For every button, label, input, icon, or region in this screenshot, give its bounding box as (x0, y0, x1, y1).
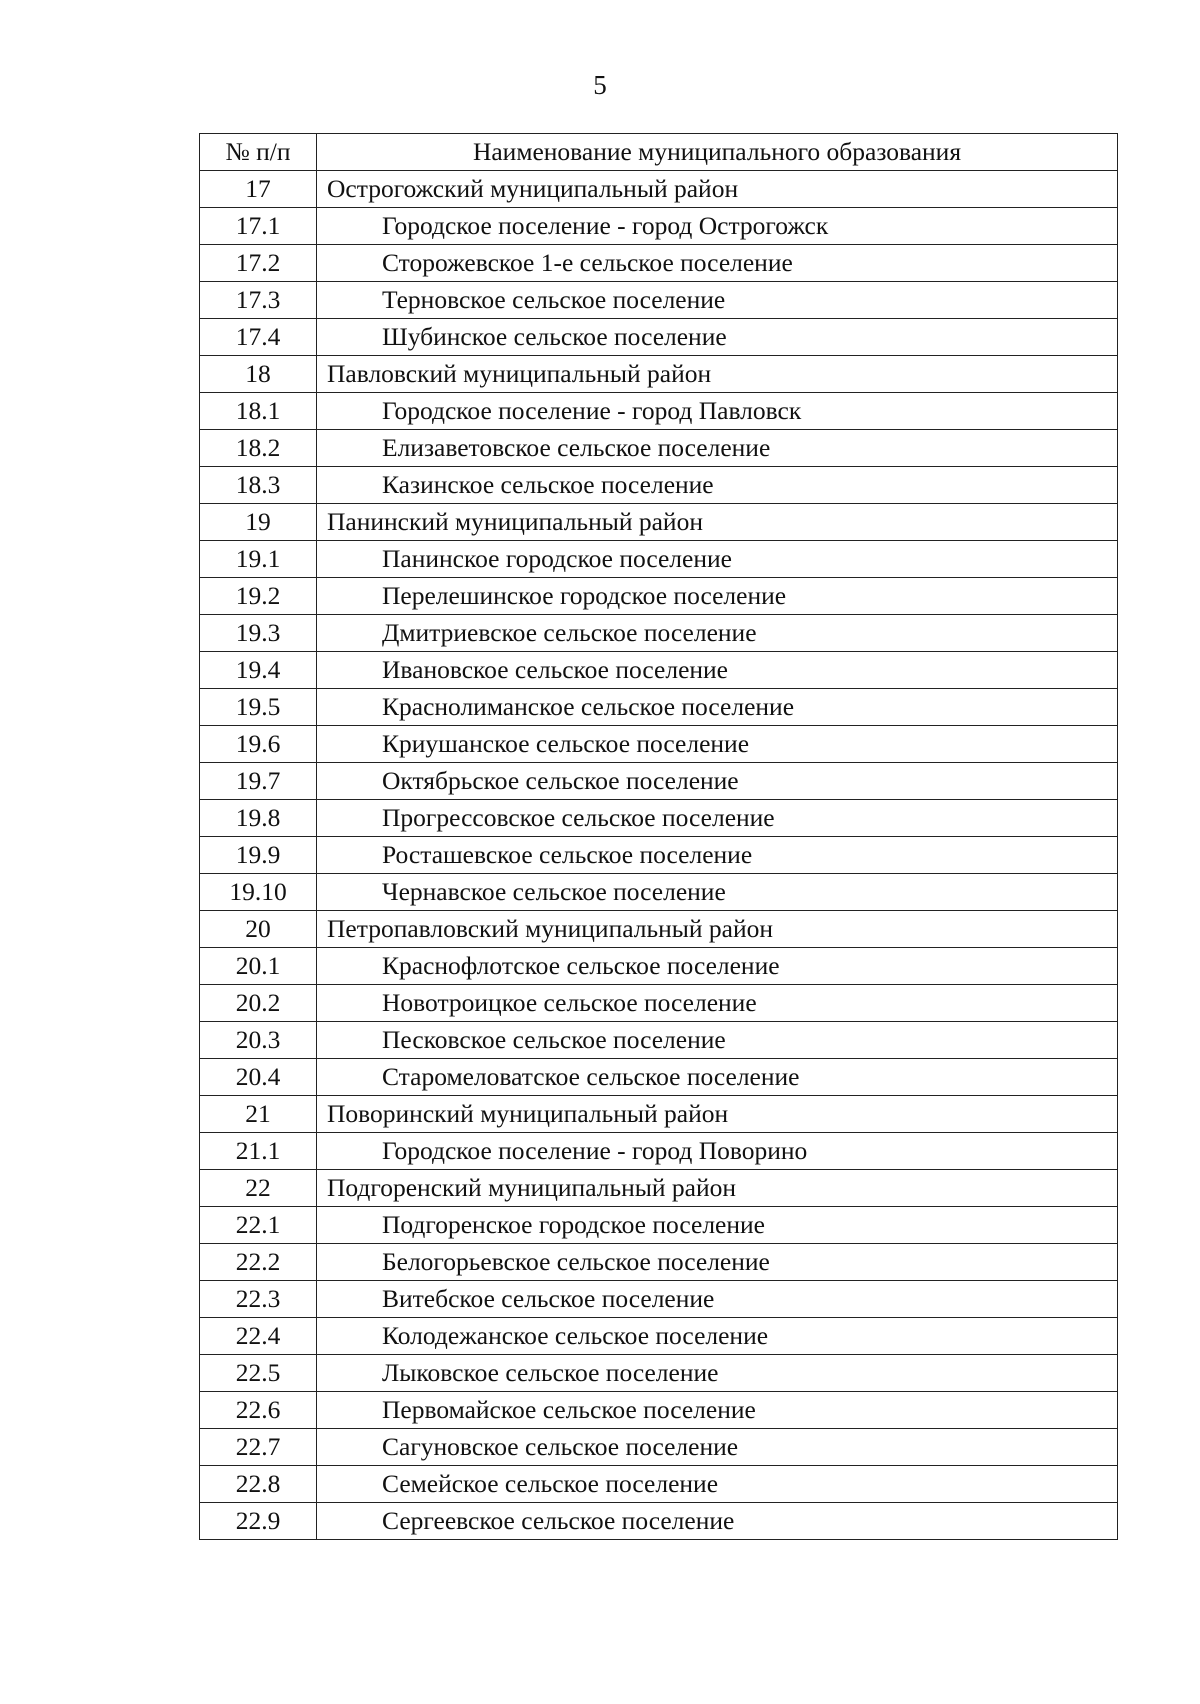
settlement-row (200, 1207, 1118, 1244)
settlement-row (200, 1281, 1118, 1318)
municipality-table (199, 133, 1118, 1540)
row-number: 17.3 (200, 282, 317, 319)
settlement-row (200, 652, 1118, 689)
row-name: Колодежанское сельское поселение (317, 1318, 1118, 1355)
row-number: 19.10 (200, 874, 317, 911)
row-number: 19.3 (200, 615, 317, 652)
row-name: Панинское городское поселение (317, 541, 1118, 578)
settlement-row (200, 1133, 1118, 1170)
settlement-row (200, 1022, 1118, 1059)
row-name: Подгоренский муниципальный район (317, 1170, 1118, 1207)
settlement-row (200, 1355, 1118, 1392)
row-name: Городское поселение - город Павловск (317, 393, 1118, 430)
row-number: 18.3 (200, 467, 317, 504)
settlement-row (200, 578, 1118, 615)
row-name: Панинский муниципальный район (317, 504, 1118, 541)
row-number: 22.9 (200, 1503, 317, 1540)
row-name: Елизаветовское сельское поселение (317, 430, 1118, 467)
row-number: 18.2 (200, 430, 317, 467)
settlement-row (200, 1059, 1118, 1096)
row-name: Витебское сельское поселение (317, 1281, 1118, 1318)
row-name: Семейское сельское поселение (317, 1466, 1118, 1503)
table-body (200, 171, 1118, 1540)
row-number: 17.1 (200, 208, 317, 245)
page-number: 5 (593, 70, 607, 100)
row-name: Дмитриевское сельское поселение (317, 615, 1118, 652)
settlement-row (200, 541, 1118, 578)
row-number: 18 (200, 356, 317, 393)
row-number: 22.2 (200, 1244, 317, 1281)
settlement-row (200, 689, 1118, 726)
settlement-row (200, 837, 1118, 874)
settlement-row (200, 319, 1118, 356)
district-row (200, 911, 1118, 948)
district-row (200, 504, 1118, 541)
settlement-row (200, 763, 1118, 800)
row-name: Сторожевское 1-е сельское поселение (317, 245, 1118, 282)
row-name: Городское поселение - город Поворино (317, 1133, 1118, 1170)
settlement-row (200, 726, 1118, 763)
row-number: 19.4 (200, 652, 317, 689)
row-name: Перелешинское городское поселение (317, 578, 1118, 615)
row-name: Новотроицкое сельское поселение (317, 985, 1118, 1022)
header-number: № п/п (200, 134, 317, 171)
row-name: Ивановское сельское поселение (317, 652, 1118, 689)
row-name: Городское поселение - город Острогожск (317, 208, 1118, 245)
settlement-row (200, 208, 1118, 245)
district-row (200, 171, 1118, 208)
settlement-row (200, 282, 1118, 319)
row-number: 20 (200, 911, 317, 948)
row-name: Октябрьское сельское поселение (317, 763, 1118, 800)
row-number: 17.2 (200, 245, 317, 282)
row-name: Чернавское сельское поселение (317, 874, 1118, 911)
row-name: Первомайское сельское поселение (317, 1392, 1118, 1429)
row-number: 21 (200, 1096, 317, 1133)
settlement-row (200, 1318, 1118, 1355)
row-name: Краснолиманское сельское поселение (317, 689, 1118, 726)
row-name: Белогорьевское сельское поселение (317, 1244, 1118, 1281)
row-name: Поворинский муниципальный район (317, 1096, 1118, 1133)
settlement-row (200, 1244, 1118, 1281)
row-name: Песковское сельское поселение (317, 1022, 1118, 1059)
district-row (200, 356, 1118, 393)
settlement-row (200, 874, 1118, 911)
row-name: Прогрессовское сельское поселение (317, 800, 1118, 837)
row-number: 22 (200, 1170, 317, 1207)
settlement-row (200, 615, 1118, 652)
row-number: 19.2 (200, 578, 317, 615)
row-name: Краснофлотское сельское поселение (317, 948, 1118, 985)
row-name: Подгоренское городское поселение (317, 1207, 1118, 1244)
row-number: 19.1 (200, 541, 317, 578)
settlement-row (200, 1392, 1118, 1429)
row-number: 22.3 (200, 1281, 317, 1318)
row-name: Терновское сельское поселение (317, 282, 1118, 319)
row-number: 18.1 (200, 393, 317, 430)
row-name: Павловский муниципальный район (317, 356, 1118, 393)
row-name: Старомеловатское сельское поселение (317, 1059, 1118, 1096)
row-number: 19.8 (200, 800, 317, 837)
settlement-row (200, 430, 1118, 467)
settlement-row (200, 1466, 1118, 1503)
row-name: Лыковское сельское поселение (317, 1355, 1118, 1392)
settlement-row (200, 1503, 1118, 1540)
district-row (200, 1170, 1118, 1207)
row-number: 20.3 (200, 1022, 317, 1059)
row-name: Криушанское сельское поселение (317, 726, 1118, 763)
row-name: Острогожский муниципальный район (317, 171, 1118, 208)
row-number: 22.4 (200, 1318, 317, 1355)
header-name: Наименование муниципального образования (317, 134, 1118, 171)
settlement-row (200, 467, 1118, 504)
row-name: Росташевское сельское поселение (317, 837, 1118, 874)
row-number: 22.6 (200, 1392, 317, 1429)
row-number: 19.7 (200, 763, 317, 800)
row-number: 19.5 (200, 689, 317, 726)
settlement-row (200, 948, 1118, 985)
row-number: 17.4 (200, 319, 317, 356)
row-number: 19.9 (200, 837, 317, 874)
row-number: 20.4 (200, 1059, 317, 1096)
row-number: 22.1 (200, 1207, 317, 1244)
table-header-row (200, 134, 1118, 171)
row-name: Сергеевское сельское поселение (317, 1503, 1118, 1540)
row-name: Петропавловский муниципальный район (317, 911, 1118, 948)
row-number: 20.1 (200, 948, 317, 985)
row-number: 22.5 (200, 1355, 317, 1392)
row-name: Казинское сельское поселение (317, 467, 1118, 504)
settlement-row (200, 1429, 1118, 1466)
settlement-row (200, 985, 1118, 1022)
row-number: 17 (200, 171, 317, 208)
district-row (200, 1096, 1118, 1133)
row-name: Сагуновское сельское поселение (317, 1429, 1118, 1466)
settlement-row (200, 245, 1118, 282)
row-name: Шубинское сельское поселение (317, 319, 1118, 356)
settlement-row (200, 393, 1118, 430)
row-number: 22.7 (200, 1429, 317, 1466)
row-number: 20.2 (200, 985, 317, 1022)
row-number: 22.8 (200, 1466, 317, 1503)
settlement-row (200, 800, 1118, 837)
row-number: 19.6 (200, 726, 317, 763)
row-number: 21.1 (200, 1133, 317, 1170)
row-number: 19 (200, 504, 317, 541)
